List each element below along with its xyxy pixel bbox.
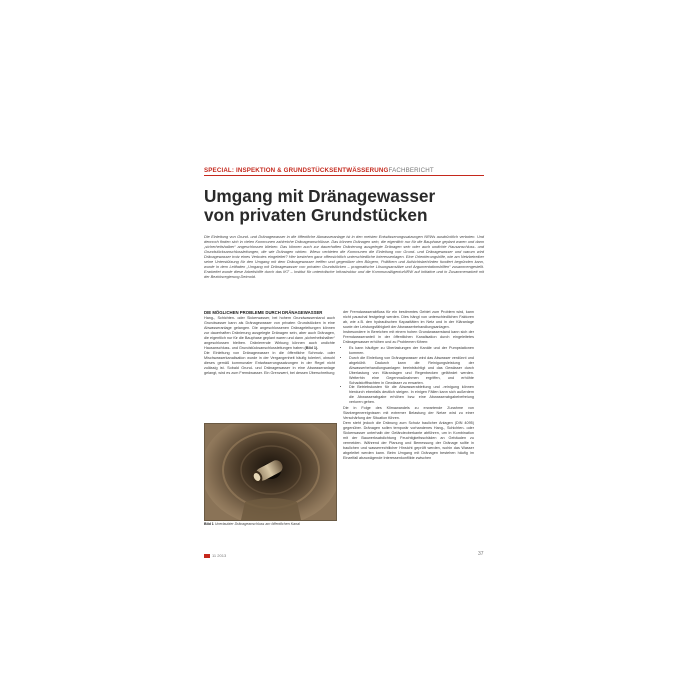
right-paragraph-1: der Fremdwasserabfluss für ein bestimmtes Gebiet zum Problem wird, kann nicht pauschal festgelegt werden. Dies hängt von unterschiedlichen Faktoren ab, wie z.B. den hydraulischen Kapazitäten im Netz und in der Kläranlage sowie der Leistungsfähigkeit der Abwasserbehandlungsanlagen. (343, 310, 474, 329)
left-paragraph-1-text: Hang-, Schichten- oder Sickerwasser, bei hohem Grundwasserstand auch Grundwasser kann als Dränagewasser von privaten Grundstücken in eine Abwasseranlage gelangen. Die angeschlossenen Dränageleitungen können zur dauerhaften Dränierung ausgelegte Dränagen sein, aber auch Dränagen, die eigentlich nur für die Bauphase geplant waren und dann „sicherheitshalber“ angeschlossen bleiben. Dränierende Wirkung können auch undichte Hausanschluss- und Grundstücksanschlussleitungen haben (204, 316, 335, 350)
list-item: • Die Betriebskosten für die Abwasserableitung und -reinigung können hierdurch ebenfalls deutlich steigen. In einigen Fällen kann sich außerdem die Abwasserabgabe erhöhen bzw. eine Abwasserabgabebefreiung verloren gehen. (349, 385, 474, 405)
issue-number: 11 2013 (212, 553, 227, 558)
pipe-photo (204, 423, 337, 521)
page-number: 37 (478, 551, 484, 557)
right-paragraph-3: Die in Folge des Klimawandels zu erwartende Zunahme von Starkregenereignissen mit extremer Belastung der Netze wird zu einer Verschärfung der Situation führen. (343, 405, 474, 420)
section-header (204, 167, 434, 174)
figure-caption (204, 522, 335, 526)
magazine-logo-icon (204, 554, 210, 558)
section-heading: DIE MÖGLICHEN PROBLEME DURCH DRÄNAGEWASSER (204, 310, 323, 315)
left-column (204, 310, 335, 377)
magazine-page (172, 150, 512, 570)
problem-list (343, 346, 474, 405)
title-line-1: Umgang mit Dränagewasser (204, 186, 436, 206)
left-paragraph-2: Die Einleitung von Dränagewasser in die öffentliche Schmutz- oder Mischwasserkanalisation wurde in der Vergangenheit häufig toleriert, obwohl dieses gemäß kommunaler Entwässerungssatzungen in der Regel nicht zulässig ist. Sobald Grund- und Dränagewasser in eine Abwasseranlage gelangt, wird es zum Fremdwasser. Ein Grenzwert, bei dessen Überschreitung (204, 351, 335, 376)
caption-label: Bild 1 (204, 522, 214, 526)
figure-reference: (Bild 1). (304, 345, 319, 350)
header-kind: FACHBERICHT (388, 167, 434, 174)
list-item: • Durch die Einleitung von Dränagewasser wird das Abwasser verdünnt und abgekühlt. Dadurch kann die Reinigungsleistung der Abwasserbehandlungsanlagen beeinträchtigt und das Gewässer durch Überlastung von Kläranlagen und Regenbecken gefährdet werden. Weiterhin eine Gegenmaßnahmen ergriffen, und erhöhte Schadstofffrachten in Gewässer zu erwarten. (349, 356, 474, 386)
article-title (204, 187, 474, 225)
right-column (343, 310, 474, 462)
header-special: SPECIAL: (204, 167, 235, 174)
left-paragraph-1 (204, 316, 335, 351)
header-section: INSPEKTION & GRUNDSTÜCKSENTWÄSSERUNG (235, 167, 389, 174)
lead-paragraph: Die Einleitung von Grund- und Dränagewasser in die öffentliche Abwasseranlage ist in den meisten Entwässerungssatzungen NRWs ausdrücklich verboten. Und dennoch finden sich in vielen Kommunen zahlreiche Dränageanschlüsse. Das können Dränagen sein, die eigentlich nur für die Bauphase geplant waren und dann „sicherheitshalber“ angeschlossen blieben. Das können auch zur dauerhaften Dränierung ausgelegte Dränagen sein oder auch undichte Hausanschluss- und Grundstücksanschlussleitungen, die wie Dränagen wirken. Wieso verbieten die Kommunen die Einleitung von Grund- und Dränagewasser und warum wird Dränagewasser trotz eines Verbotes eingeleitet? Hier bestehen ganz offensichtlich unterschiedliche Interessenlagen. Eine Orientierungshilfe, wie am Netzbetreiber seine Unterstützung für den Umgang mit dem Dränagewasser treffen und gegenüber den Bürgern, Politikern und Aufsichtsbehörden fundiert begründen kann, wurde in dem Leitfaden „Umgang mit Dränagewasser von privaten Grundstücken – pragmatische Lösungsansätze und Argumentationshilfen“ zusammengestellt. Erarbeitet wurde diese Arbeitshilfe durch das IKT – Institut für unterirdische Infrastruktur und die KommunalAgenturNRW auf Initiative und in Zusammenarbeit mit der Bezirksregierung Detmold. (204, 235, 484, 280)
title-line-2: von privaten Grundstücken (204, 205, 428, 225)
caption-text: Unerlaubter Dränageanschluss am öffentlichen Kanal (214, 522, 300, 526)
footer-issue (204, 553, 226, 558)
right-paragraph-4: Dem steht jedoch die Dränung zum Schutz baulicher Anlagen (DIN 4095) gegenüber. Dränagen sollen temporär vorhandenes Hang-, Schichten- oder Sickerwasser unterhalb der Geländeoberkante abführen, um in Kombination mit der Bauwerksabdichtung Feuchtigkeitsschäden an Gebäuden zu vermeiden. Während der Planung und Bemessung der Dränage sollte in baulichen und wasserrechtlicher Hinsicht geprüft werden, wohin das Wasser abgeleitet werden kann. Beim Umgang mit Dränagen bestehen häufig im Einzelfall abzuwägende Interessenkonflikte zwischen (343, 421, 474, 461)
right-paragraph-2: Insbesondere in Bereichen mit einem hohen Grundwasserstand kann sich der Fremdwasseranteil in der öffentlichen Kanalisation durch eingeleitetes Dränagewasser erhöhen und zu Problemen führen: (343, 330, 474, 345)
header-rule (204, 175, 484, 176)
list-item: • Es kann häufiger zu Überlastungen der Kanäle und der Pumpstationen kommen. (349, 346, 474, 356)
